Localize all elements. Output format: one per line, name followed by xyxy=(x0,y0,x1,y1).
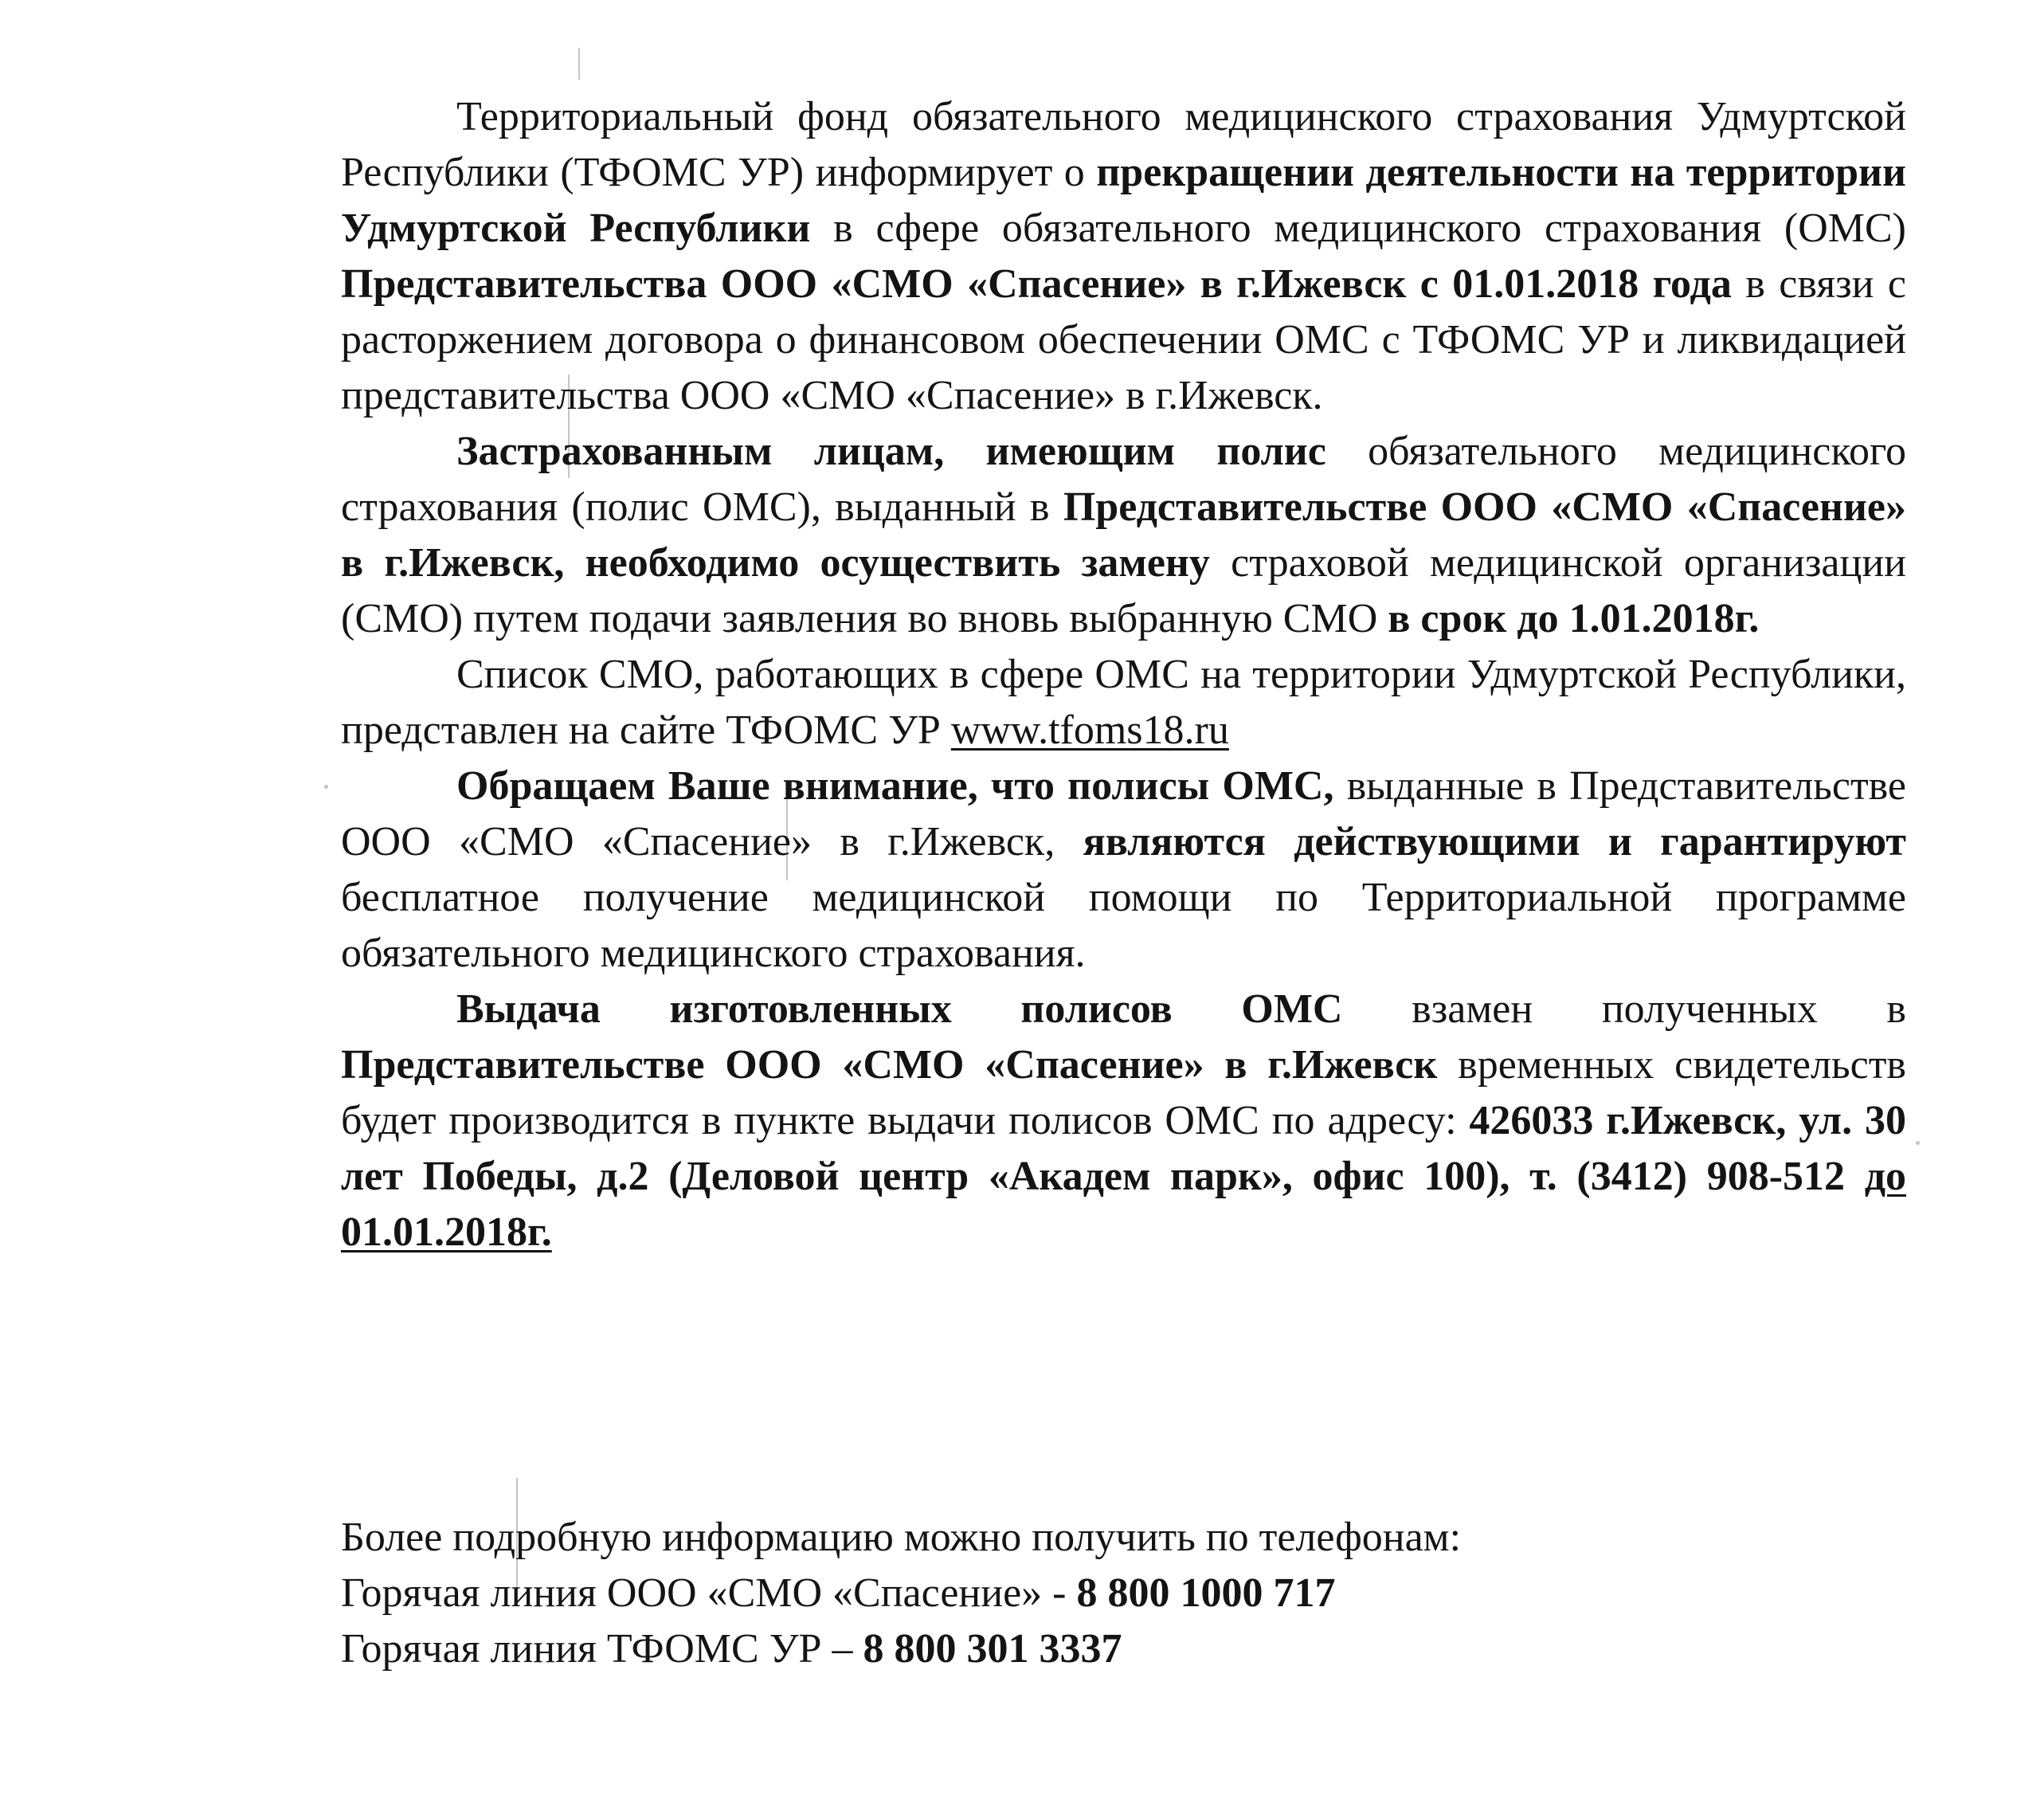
deadline-underlined: до 01.01.2018г. xyxy=(341,1154,1906,1255)
text-run-bold: Представительстве ООО «СМО «Спасение» в г.Ижевск xyxy=(341,1042,1438,1088)
text-run-bold: Обращаем Ваше внимание, что полисы ОМС, xyxy=(456,763,1334,809)
text-run: временных свидетельств будет производится в пункте выдачи полисов ОМС по адресу: xyxy=(341,1042,1906,1143)
contact-intro: Более подробную информацию можно получить по телефонам: xyxy=(341,1515,1462,1560)
text-run: обязательного медицинского страхования (полис ОМС), выданный в xyxy=(341,429,1906,530)
text-run-bold: Застрахованным лицам, имеющим полис xyxy=(456,429,1326,474)
paragraph-smo-list xyxy=(341,647,1906,759)
hotline-phone: 8 800 301 3337 xyxy=(863,1626,1122,1672)
text-run: страховой медицинской организации (СМО) путем подачи заявления во вновь выбранную СМО xyxy=(341,540,1906,641)
text-run-bold: Представительства ООО «СМО «Спасение» в г.Ижевск с 01.01.2018 года xyxy=(341,261,1732,307)
hotline-phone: 8 800 1000 717 xyxy=(1076,1570,1336,1616)
text-run: в сфере обязательного медицинского страхования (ОМС) xyxy=(810,206,1906,251)
website-link[interactable]: www.tfoms18.ru xyxy=(950,708,1229,753)
address-bold: 426033 г.Ижевск, ул. 30 лет Победы, д.2 (Деловой центр «Академ парк», офис 100), т. (3412) 908-512 xyxy=(341,1098,1906,1199)
hotline-smo xyxy=(341,1566,1906,1621)
text-run-bold: являются действующими и гарантируют xyxy=(1083,819,1906,864)
scan-artifact-line xyxy=(578,48,580,80)
hotline-tfoms xyxy=(341,1621,1906,1677)
paragraph-termination xyxy=(341,89,1906,424)
hotline-label: Горячая линия ТФОМС УР – xyxy=(341,1626,863,1672)
contact-info xyxy=(341,1510,1906,1677)
paragraph-attention xyxy=(341,759,1906,982)
hotline-label: Горячая линия ООО «СМО «Спасение» - xyxy=(341,1570,1077,1616)
text-run-bold: прекращении деятельности на территории Удмуртской Республики xyxy=(341,150,1906,251)
paragraph-issuance xyxy=(341,982,1906,1260)
text-run: бесплатное получение медицинской помощи по Территориальной программе обязательного медицинского страхования. xyxy=(341,875,1906,976)
text-run: Территориальный фонд обязательного медицинского страхования Удмуртской Республики (ТФОМС УР) информирует о xyxy=(341,94,1906,195)
paragraph-insured-persons xyxy=(341,424,1906,647)
text-run: взамен полученных в xyxy=(1342,986,1906,1032)
text-run: в связи с расторжением договора о финансовом обеспечении ОМС с ТФОМС УР и ликвидацией представительства ООО «СМО «Спасение» в г.Ижевск. xyxy=(341,261,1906,418)
scan-artifact-dot xyxy=(1916,1141,1920,1145)
notice-body xyxy=(341,89,1906,1260)
text-run: выданные в Представительстве ООО «СМО «Спасение» в г.Ижевск, xyxy=(341,763,1906,864)
text-run-bold: Представительстве ООО «СМО «Спасение» в г.Ижевск, необходимо осуществить замену xyxy=(341,484,1906,586)
text-run-bold: Выдача изготовленных полисов ОМС xyxy=(456,986,1343,1032)
text-run-bold: в срок до 1.01.2018г. xyxy=(1388,596,1760,641)
text-run: Список СМО, работающих в сфере ОМС на территории Удмуртской Республики, представлен на сайте ТФОМС УР xyxy=(341,652,1906,753)
scan-artifact-dot xyxy=(324,785,328,789)
